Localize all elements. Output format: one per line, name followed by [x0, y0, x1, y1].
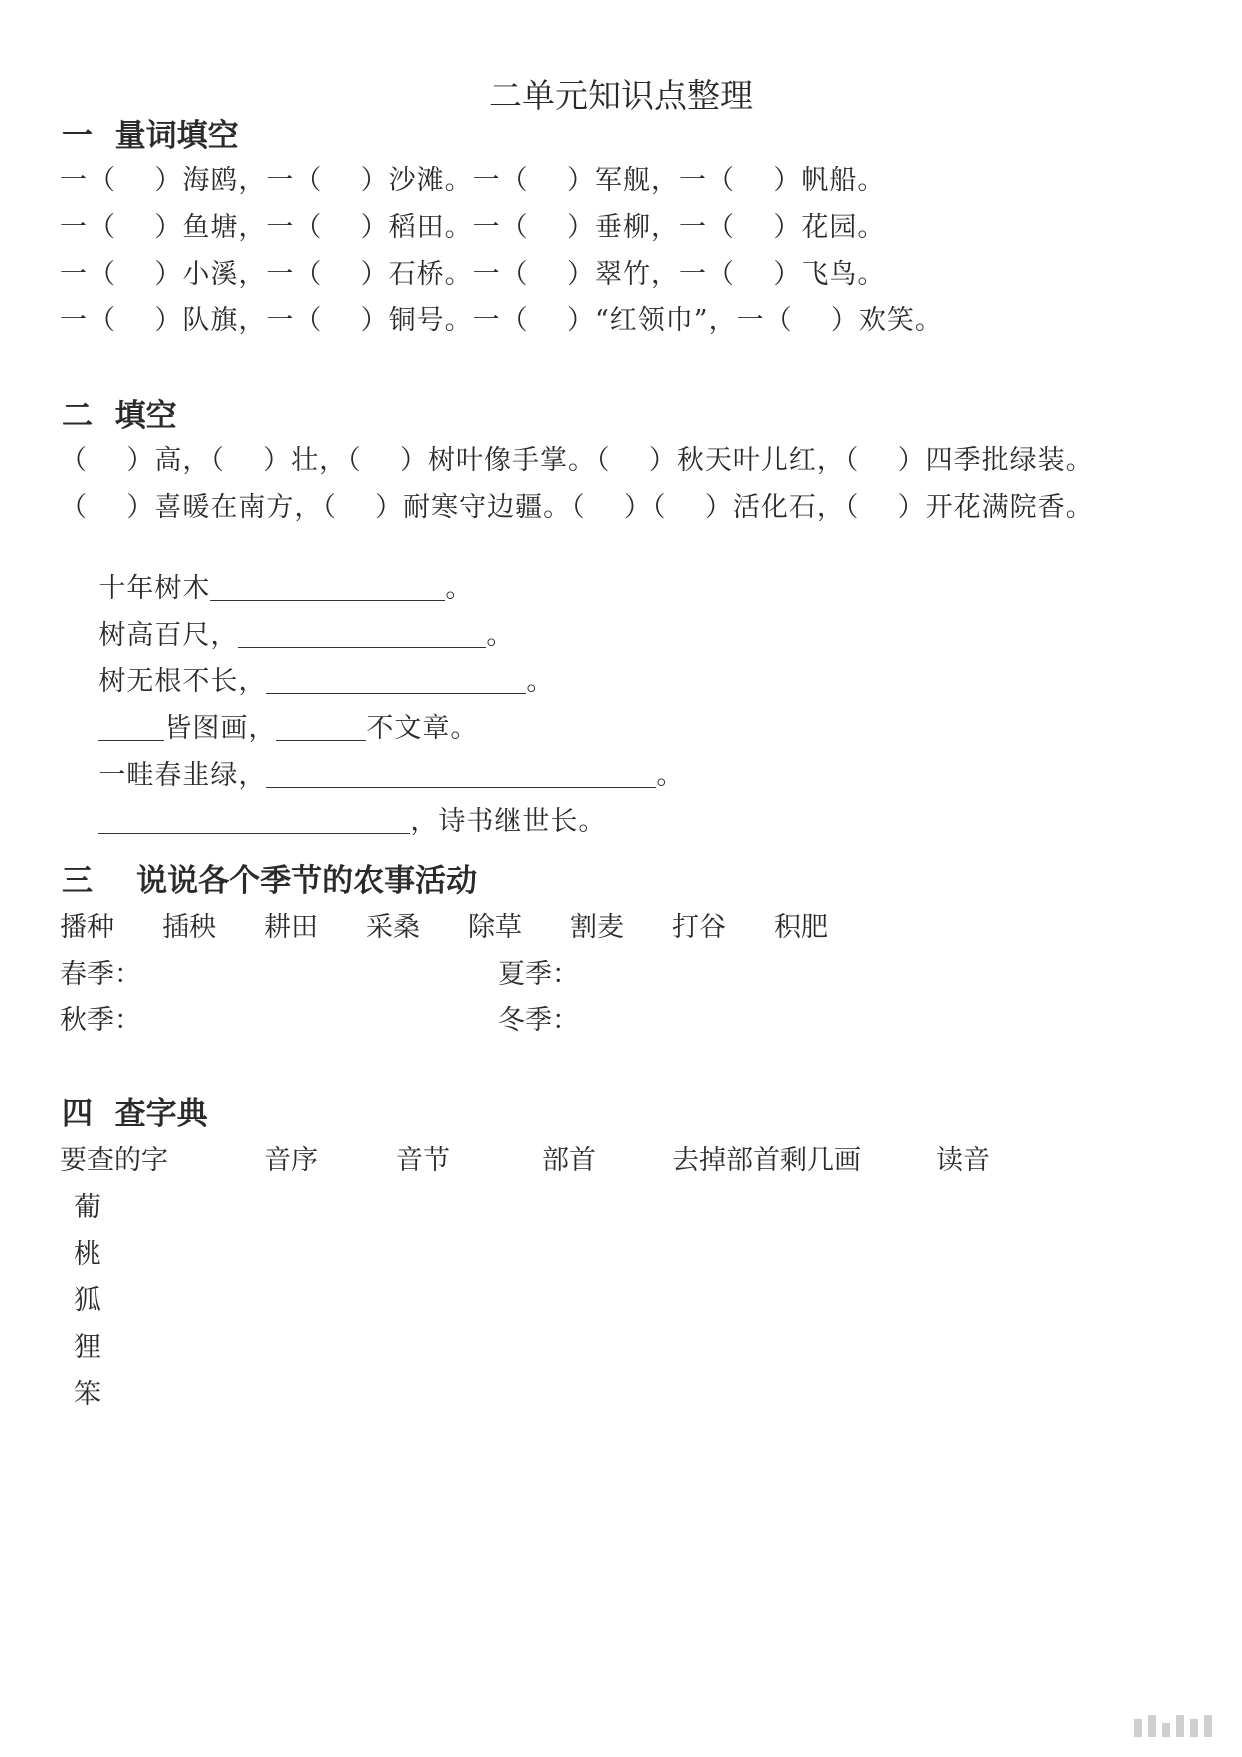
tree-rhyme-line-1: （ ）高，（ ）壮，（ ）树叶像手掌。（ ）秋天叶儿红，（ ）四季批绿装。: [60, 445, 1094, 476]
dictionary-header-pronunciation: 读音: [936, 1145, 990, 1176]
proverb-punct: 。: [526, 666, 555, 697]
lookup-char: 笨: [74, 1379, 101, 1410]
activity-word: 割麦: [570, 912, 624, 943]
measure-word-line-2: 一（ ）鱼塘，一（ ）稻田。一（ ）垂柳，一（ ）花园。: [60, 212, 886, 243]
proverb-line-6: [60, 768, 606, 869]
dictionary-header-syllable: 音节: [396, 1145, 450, 1176]
lookup-char: 狸: [74, 1332, 101, 1363]
proverb-text: 树无根不长，: [98, 666, 267, 697]
season-autumn-label: 秋季：: [60, 1005, 141, 1036]
dictionary-header-char: 要查的字: [60, 1145, 168, 1176]
season-winter-label: 冬季：: [498, 1005, 579, 1036]
dictionary-header-radical: 部首: [542, 1145, 596, 1176]
section-2-heading: 二 填空: [62, 398, 177, 434]
activity-word: 插秧: [162, 912, 216, 943]
proverb-text: 树高百尺，: [98, 620, 239, 651]
proverb-text: 不文章。: [366, 713, 479, 744]
page-title: 二单元知识点整理: [489, 76, 753, 115]
answer-blank[interactable]: [98, 807, 410, 834]
dictionary-header-strokes: 去掉部首剩几画: [672, 1145, 861, 1176]
activity-word: 打谷: [672, 912, 726, 943]
section-4-heading: 四 查字典: [62, 1096, 208, 1132]
tree-rhyme-line-2: （ ）喜暖在南方，（ ）耐寒守边疆。（ ）（ ）活化石，（ ）开花满院香。: [60, 492, 1094, 523]
activity-word: 采桑: [366, 912, 420, 943]
proverb-text: ，诗书继世长。: [410, 806, 607, 837]
watermark-mark: [1134, 1715, 1212, 1737]
proverb-punct: 。: [486, 620, 515, 651]
lookup-char: 狐: [74, 1285, 101, 1316]
lookup-char: 桃: [74, 1239, 101, 1270]
proverb-text: 一畦春韭绿，: [98, 760, 267, 791]
activity-word: 除草: [468, 912, 522, 943]
activity-word: 播种: [60, 912, 114, 943]
season-spring-label: 春季：: [60, 959, 141, 990]
measure-word-line-4: 一（ ）队旗，一（ ）铜号。一（ ）“红领巾”，一（ ）欢笑。: [60, 305, 943, 336]
proverb-text: 十年树木: [98, 573, 211, 604]
dictionary-header-initial: 音序: [264, 1145, 318, 1176]
activity-word: 耕田: [264, 912, 318, 943]
proverb-text: 皆图画，: [164, 713, 277, 744]
proverb-punct: 。: [445, 573, 474, 604]
activity-word: 积肥: [774, 912, 828, 943]
season-summer-label: 夏季：: [498, 959, 579, 990]
proverb-punct: 。: [656, 760, 685, 791]
measure-word-line-1: 一（ ）海鸥，一（ ）沙滩。一（ ）军舰，一（ ）帆船。: [60, 165, 886, 196]
lookup-char: 葡: [74, 1192, 101, 1223]
measure-word-line-3: 一（ ）小溪，一（ ）石桥。一（ ）翠竹，一（ ）飞鸟。: [60, 259, 886, 290]
section-1-heading: 一 量词填空: [62, 118, 239, 154]
section-3-heading: 三 说说各个季节的农事活动: [62, 863, 478, 899]
